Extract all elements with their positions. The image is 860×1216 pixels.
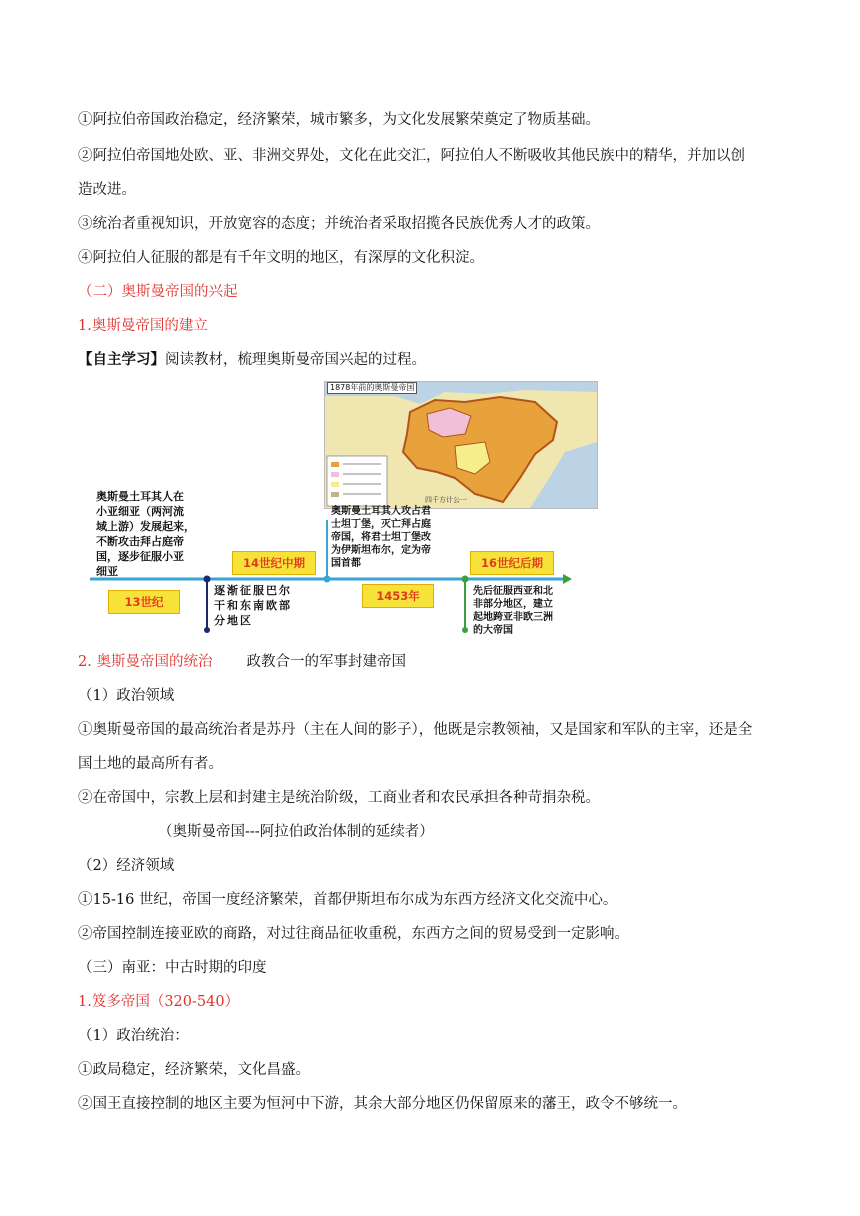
timeline-label-1453: 1453年 [362,584,434,608]
map-caption: 四千方计公一 [425,496,467,504]
timeline-event-16c-line: 起地跨亚非欧三洲 [473,612,553,623]
timeline-event-1453 [331,505,431,570]
economy-point2: ②帝国控制连接亚欧的商路，对过往商品征收重税，东西方之间的贸易受到一定影响。 [78,926,629,942]
timeline-event-13c [96,489,195,579]
timeline-event-14c-line: 干和东南欧部 [214,599,292,612]
timeline-event-1453-line: 帝国，将君士坦丁堡改 [331,532,431,543]
timeline-event-1453-line: 奥斯曼土耳其人攻占君 [331,506,431,517]
timeline-dot [204,627,210,633]
timeline-dot [462,627,468,633]
timeline-event-14c-line: 分地区 [214,614,253,627]
economy-heading: （2）经济领域 [78,858,175,874]
politics-point1-line1: ①奥斯曼帝国的最高统治者是苏丹（主在人间的影子），他既是宗教领袖，又是国家和军队的主宰，还是全 [78,722,753,738]
timeline-event-13c-line: 小亚细亚（两河流 [96,505,184,518]
gupta-point2: ②国王直接控制的地区主要为恒河中下游，其余大部分地区仍保留原来的藩王，政令不够统一。 [78,1096,687,1112]
self-study-text: 阅读教材，梳理奥斯曼帝国兴起的过程。 [165,352,426,368]
subheading-ottoman-rule-note: 政教合一的军事封建帝国 [246,654,406,670]
gupta-point1: ①政局稳定，经济繁荣，文化昌盛。 [78,1062,310,1078]
map-title: 1878年前的奥斯曼帝国 [327,382,417,394]
timeline-dot [324,576,331,583]
subheading-gupta-empire: 1.笈多帝国（320-540） [78,994,240,1010]
gupta-politics-heading: （1）政治统治： [78,1028,189,1044]
timeline-event-13c-line: 奥斯曼土耳其人在 [96,490,184,503]
timeline-label-13c: 13世纪 [108,590,180,614]
timeline-event-14c-line: 逐渐征服巴尔 [214,584,292,597]
timeline-dot [204,576,211,583]
timeline-event-13c-line: 不断攻击拜占庭帝 [96,535,184,548]
subheading-ottoman-rule: 2. 奥斯曼帝国的统治 [78,654,213,670]
timeline-label-16c: 16世纪后期 [470,551,554,575]
timeline-event-14c [214,583,292,628]
paragraph-p4: ④阿拉伯人征服的都是有千年文明的地区，有深厚的文化积淀。 [78,250,484,266]
section-heading-ottoman-rise: （二）奥斯曼帝国的兴起 [78,284,238,300]
timeline-event-13c-line: 域上游）发展起来， [96,520,195,533]
paragraph-p2-line1: ②阿拉伯帝国地处欧、亚、非洲交界处，文化在此交汇，阿拉伯人不断吸收其他民族中的精华，并加以创 [78,148,745,164]
timeline-event-1453-line: 士坦丁堡，灭亡拜占庭 [331,519,431,530]
timeline-event-1453-line: 国首都 [331,558,361,569]
section-heading-india: （三）南亚：中古时期的印度 [78,960,267,976]
paragraph-p1: ①阿拉伯帝国政治稳定，经济繁荣，城市繁多，为文化发展繁荣奠定了物质基础。 [78,112,600,128]
politics-point1-line2: 国土地的最高所有者。 [78,756,223,772]
paragraph-p2-line2: 造改进。 [78,182,136,198]
timeline-event-16c-line: 先后征服西亚和北 [473,586,553,597]
paragraph-p3: ③统治者重视知识，开放宽容的态度；并统治者采取招揽各民族优秀人才的政策。 [78,216,600,232]
self-study-tag: 【自主学习】 [78,351,165,368]
subheading-ottoman-rule-line [78,652,406,672]
politics-note: （奥斯曼帝国---阿拉伯政治体制的延续者） [158,824,434,840]
timeline-event-16c [473,585,553,637]
subheading-ottoman-founding: 1.奥斯曼帝国的建立 [78,318,208,334]
politics-heading: （1）政治领域 [78,688,175,704]
timeline-event-13c-line: 国，逐步征服小亚 [96,550,184,563]
timeline-arrow [563,574,572,584]
timeline-event-13c-line: 细亚 [96,565,118,578]
timeline-event-16c-line: 的大帝国 [473,625,513,636]
politics-point2: ②在帝国中，宗教上层和封建主是统治阶级，工商业者和农民承担各种苛捐杂税。 [78,790,600,806]
timeline-event-1453-line: 为伊斯坦布尔，定为帝 [331,545,431,556]
timeline-dot [462,576,469,583]
timeline-label-14c: 14世纪中期 [232,551,316,575]
economy-point1: ①15-16 世纪，帝国一度经济繁荣，首都伊斯坦布尔成为东西方经济文化交流中心。 [78,892,618,908]
timeline-event-16c-line: 非部分地区，建立 [473,599,553,610]
